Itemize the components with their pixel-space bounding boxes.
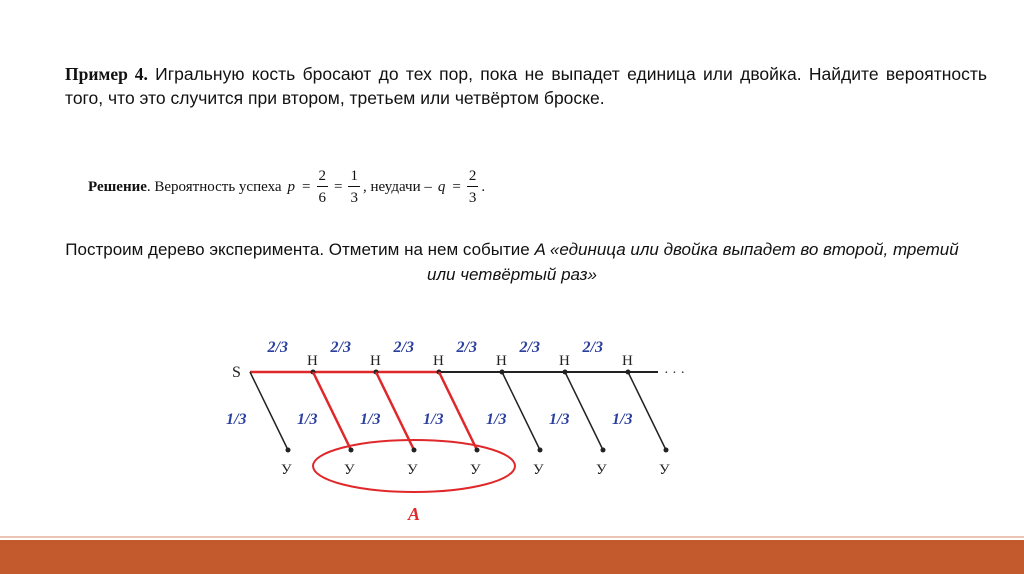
- fail-node-label: Н: [496, 353, 507, 369]
- example-label: Пример 4.: [65, 64, 148, 84]
- p-fraction-2: $\frac{1}{3}$: [350, 168, 358, 206]
- success-node-label: У: [470, 462, 481, 478]
- success-probability-label: 1/3: [226, 411, 247, 428]
- equals-sign: =: [334, 178, 343, 195]
- success-node-dot: [538, 448, 543, 453]
- success-node-label: У: [659, 462, 670, 478]
- tree-start-label: S: [232, 364, 241, 381]
- success-node-dot: [475, 448, 480, 453]
- success-probability-label: 1/3: [423, 411, 444, 428]
- success-probability-label: 1/3: [360, 411, 381, 428]
- fail-node-label: Н: [433, 353, 444, 369]
- fail-node-label: Н: [307, 353, 318, 369]
- fail-text: , неудачи –: [362, 178, 432, 195]
- tree-ellipsis: · · ·: [664, 366, 685, 381]
- experiment-tree-panel: [196, 312, 716, 538]
- success-node-dot: [412, 448, 417, 453]
- success-node-dot: [349, 448, 354, 453]
- fail-probability-label: 2/3: [519, 339, 540, 356]
- success-probability-label: 1/3: [612, 411, 633, 428]
- success-branch: [628, 372, 666, 450]
- experiment-tree: [196, 312, 716, 538]
- success-node-label: У: [596, 462, 607, 478]
- event-description: «единица или двойка выпадет во второй, третий или четвёртый раз»: [427, 240, 959, 284]
- q-variable: q: [437, 178, 446, 195]
- success-node-label: У: [407, 462, 418, 478]
- success-branch: [313, 372, 351, 450]
- equals-sign: =: [302, 178, 311, 195]
- equals-sign: =: [452, 178, 461, 195]
- success-node-dot: [664, 448, 669, 453]
- solution-text: . Вероятность успеха: [146, 178, 282, 195]
- fail-probability-label: 2/3: [330, 339, 351, 356]
- success-branch: [439, 372, 477, 450]
- success-node-dot: [286, 448, 291, 453]
- success-probability-label: 1/3: [549, 411, 570, 428]
- success-branch: [376, 372, 414, 450]
- instruction-text: Построим дерево эксперимента. Отметим на нем событие A «единица или двойка выпадет во второй, третий или четвёртый раз»: [65, 240, 959, 284]
- success-branch: [565, 372, 603, 450]
- solution-line: [88, 162, 485, 212]
- solution-end: .: [481, 178, 486, 195]
- success-probability-label: 1/3: [486, 411, 507, 428]
- p-variable: p: [287, 178, 296, 195]
- footer-divider: [0, 536, 1024, 538]
- success-node-label: У: [533, 462, 544, 478]
- success-node-label: У: [344, 462, 355, 478]
- fail-node-label: Н: [622, 353, 633, 369]
- success-branch: [250, 372, 288, 450]
- fail-probability-label: 2/3: [582, 339, 603, 356]
- success-probability-label: 1/3: [297, 411, 318, 428]
- event-label: A: [408, 504, 421, 524]
- q-fraction: $\frac{2}{3}$: [468, 168, 477, 206]
- success-node-label: У: [281, 462, 292, 478]
- fail-node-label: Н: [370, 353, 381, 369]
- fail-probability-label: 2/3: [456, 339, 477, 356]
- fail-node-label: Н: [559, 353, 570, 369]
- p-fraction-1: $\frac{2}{6}$: [318, 168, 327, 206]
- problem-statement: [65, 62, 987, 110]
- fail-probability-label: 2/3: [393, 339, 414, 356]
- fail-probability-label: 2/3: [267, 339, 288, 356]
- footer-bar: [0, 540, 1024, 574]
- success-branch: [502, 372, 540, 450]
- problem-text: Игральную кость бросают до тех пор, пока не выпадет единица или двойка. Найдите вероятность того, что это случится при втором, третьем или четвёртом броске.: [65, 64, 987, 108]
- event-letter: A: [534, 240, 546, 259]
- success-node-dot: [601, 448, 606, 453]
- solution-label: Решение: [88, 178, 147, 195]
